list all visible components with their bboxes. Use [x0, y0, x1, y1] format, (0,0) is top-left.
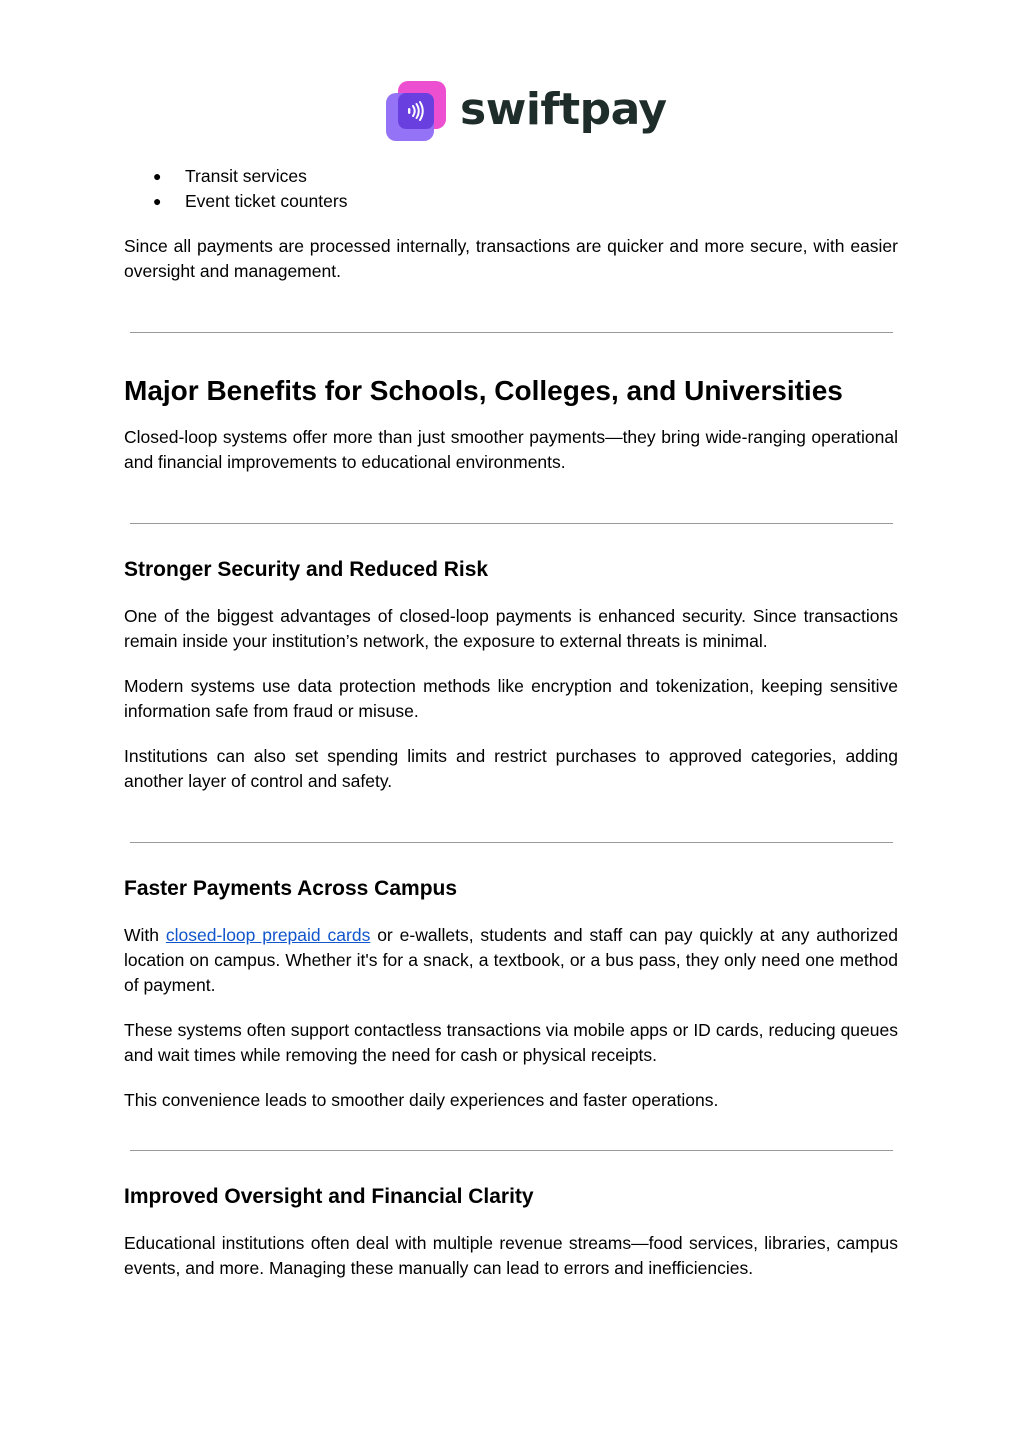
security-paragraph-3: Institutions can also set spending limits and restrict purchases to approved categories, adding another layer of control and safety.: [124, 746, 898, 791]
swiftpay-logo: [386, 80, 667, 144]
swiftpay-wordmark: swiftpay: [460, 84, 667, 135]
list-item: [124, 164, 898, 189]
intro-paragraph: Since all payments are processed internally, transactions are quicker and more secure, with easier oversight and management.: [124, 236, 898, 281]
swiftpay-logo-mark: [386, 81, 448, 143]
main-heading: Major Benefits for Schools, Colleges, and Universities: [124, 375, 843, 406]
payments-heading: Faster Payments Across Campus: [124, 877, 458, 900]
security-heading: Stronger Security and Reduced Risk: [124, 558, 489, 581]
closed-loop-prepaid-cards-link[interactable]: closed-loop prepaid cards: [165, 925, 371, 945]
bullet-dot: ●: [153, 168, 162, 184]
oversight-paragraph-1: Educational institutions often deal with multiple revenue streams—food services, libraries, campus events, and more. Managing these manually can lead to errors and inefficiencies.: [124, 1233, 898, 1278]
security-paragraph-1: One of the biggest advantages of closed-loop payments is enhanced security. Since transactions remain inside your institution’s network, the exposure to external threats is minimal.: [124, 606, 898, 651]
security-paragraph-2: Modern systems use data protection methods like encryption and tokenization, keeping sensitive information safe from fraud or misuse.: [124, 676, 898, 721]
list-item-text: Event ticket counters: [185, 191, 348, 211]
document-body: [124, 164, 898, 1281]
bullet-list: [124, 164, 898, 214]
main-paragraph: Closed-loop systems offer more than just smoother payments—they bring wide-ranging operational and financial improvements to educational environments.: [124, 427, 898, 472]
bullet-dot: ●: [153, 193, 162, 209]
oversight-heading: Improved Oversight and Financial Clarity: [124, 1185, 534, 1208]
payments-p1-prefix: With: [124, 925, 166, 945]
payments-paragraph-3: This convenience leads to smoother daily experiences and faster operations.: [124, 1090, 719, 1110]
list-item: [124, 189, 898, 214]
list-item-text: Transit services: [185, 166, 307, 186]
contactless-icon: [403, 98, 429, 124]
payments-paragraph-2: These systems often support contactless transactions via mobile apps or ID cards, reducing queues and wait times while removing the need for cash or physical receipts.: [124, 1020, 898, 1065]
payments-p1-suffix: or e-wallets, students and staff can pay quickly at any authorized location on campus. Whether it's for a snack, a textbook, or a bus pass, they only need one method of payment.: [124, 925, 898, 995]
payments-paragraph-1: [124, 923, 898, 998]
